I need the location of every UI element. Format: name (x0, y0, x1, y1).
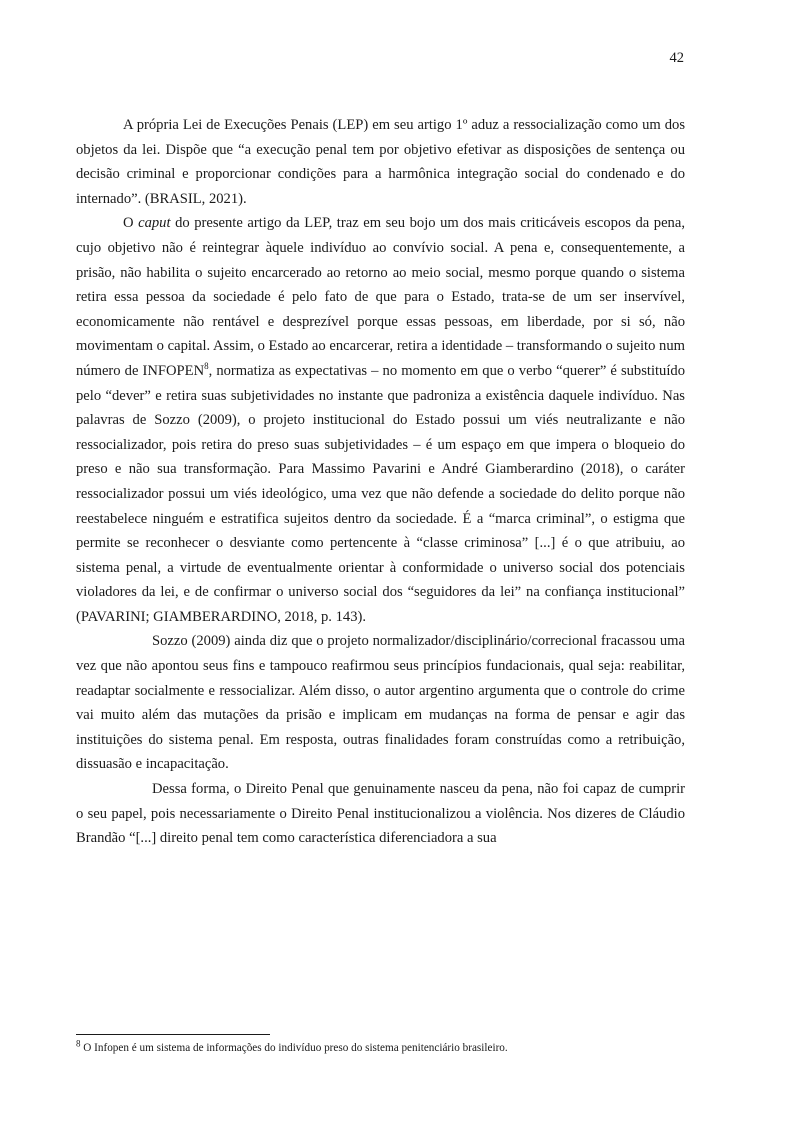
paragraph-text: do presente artigo da LEP, traz em seu bojo um dos mais criticáveis escopos da pena, cujo objetivo não é reintegrar àquele indivíduo ao convívio social. A pena e, consequentemente, a prisão, não habilita o sujeito encarcerado ao retorno ao meio social, mesmo porque quando o sistema retira essa pessoa da sociedade é pelo fato de que para o Estado, trata-se de um ser inservível, economicamente não rentável e desprezível porque essas pessoas, em liberdade, por si só, não movimentam o capital. Assim, o Estado ao encarcerar, retira a identidade – transformando o sujeito num número de INFOPEN (76, 215, 685, 379)
italic-term: caput (138, 215, 171, 232)
paragraph-text: Sozzo (2009) ainda diz que o projeto normalizador/disciplinário/correcional fracassou uma vez que não apontou seus fins e tampouco reafirmou seus princípios fundacionais, qual seja: reabilitar, readaptar socialmente e ressocializar. Além disso, o autor argentino argumenta que o controle do crime vai muito além das mutações da prisão e implicam em mudanças na forma de pensar e agir das instituições do sistema penal. Em resposta, outras finalidades foram construídas como a retribuição, dissuasão e incapacitação. (76, 633, 685, 773)
paragraph-text: A própria Lei de Execuções Penais (LEP) em seu artigo 1º aduz a ressocialização como um dos objetos da lei. Dispõe que “a execução penal tem por objetivo efetivar as disposições de sentença ou decisão criminal e proporcionar condições para a harmônica integração social do condenado e do internado”. (BRASIL, 2021). (76, 117, 685, 207)
body-text (76, 113, 685, 851)
paragraph (76, 629, 685, 777)
footnote-text: O Infopen é um sistema de informações do indivíduo preso do sistema penitenciário brasileiro. (80, 1042, 508, 1054)
paragraph-text: O (123, 215, 139, 232)
footnote-marker: 8 (76, 1038, 81, 1049)
page-number: 42 (669, 50, 684, 66)
footnote (76, 1038, 696, 1056)
paragraph-text: , normatiza as expectativas – no momento em que o verbo “querer” é substituído pelo “dever” e retira suas subjetividades no instante que padroniza a existência daquele indivíduo. Nas palavras de Sozzo (2009), o projeto institucional do Estado possui um viés neutralizante e não ressocializador, pois retira do preso suas subjetividades – é um espaço em que impera o bloqueio do preso e não sua transformação. Para Massimo Pavarini e André Giamberardino (2018), o caráter ressocializador possui um viés ideológico, uma vez que não defende a sociedade do delito porque não reestabelece ninguém e estratifica sujeitos dentro da sociedade. É a “marca criminal”, o estigma que permite se reconhecer o desviante como pertencente à “classe criminosa” [...] é o que atribuiu, ao sistema penal, a virtude de eventualmente orientar à conformidade o universo social dos potenciais violadores da lei, e de confirmar o universo social dos “seguidores da lei” na confiança institucional” (PAVARINI; GIAMBERARDINO, 2018, p. 143). (76, 362, 686, 625)
paragraph (76, 113, 685, 211)
paragraph (76, 211, 685, 629)
paragraph (76, 777, 685, 851)
footnote-divider (76, 1034, 270, 1035)
footnote-reference: 8 (204, 361, 209, 372)
paragraph-text: Dessa forma, o Direito Penal que genuinamente nasceu da pena, não foi capaz de cumprir o seu papel, pois necessariamente o Direito Penal institucionalizou a violência. Nos dizeres de Cláudio Brandão “[...] direito penal tem como característica diferenciadora a sua (76, 781, 685, 847)
